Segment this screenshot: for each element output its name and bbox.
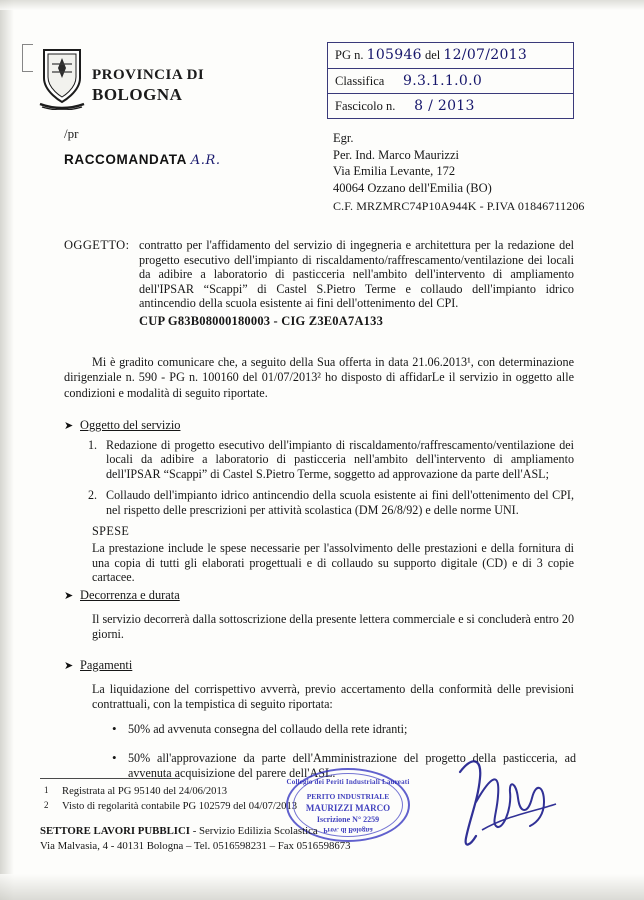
institution-name: [92, 66, 204, 104]
list-item-number: 2.: [88, 488, 98, 503]
decorrenza-text: Il servizio decorrerà dalla sottoscrizione della presente lettera commerciale e si concluderà entro 20 giorni.: [92, 612, 574, 642]
list-item-number: 1.: [88, 438, 98, 452]
stamp-line-4: Prov. di Bologna: [323, 826, 373, 834]
provincia-crest-icon: [38, 44, 86, 110]
protocol-pg-date: 12/07/2013: [443, 47, 528, 63]
section-title-1: Oggetto del servizio: [80, 418, 181, 432]
footnote-marker: 1: [44, 785, 49, 795]
section-heading-decorrenza: [64, 588, 180, 603]
protocol-row-classifica: [328, 69, 573, 95]
corner-bracket-mark: [22, 44, 33, 72]
list-item: [88, 488, 574, 517]
bullet-dot-icon: •: [112, 750, 117, 765]
footnote-text: Registrata al PG 95140 del 24/06/2013: [62, 786, 228, 797]
footnote-divider: [40, 778, 180, 779]
list-item: [110, 722, 576, 737]
stamp-line-2: MAURIZZI MARCO: [305, 803, 391, 813]
footer-department: SETTORE LAVORI PUBBLICI: [40, 825, 190, 837]
footnote-text: Visto di regolarità contabile PG 102579 del 04/07/2013: [62, 801, 298, 812]
list-item-text: 50% all'approvazione da parte dell'Amministrazione del progetto della pasticceria, ad avvenuta acquisizione del parere dell'ASL.: [128, 751, 576, 780]
stamp-outer-text: Collegio dei Periti Industriali Laureati: [286, 778, 410, 786]
addressee-fiscal-codes: C.F. MRZMRC74P10A944K - P.IVA 01846711206: [333, 199, 585, 213]
protocol-classifica-label: Classifica: [335, 73, 385, 88]
protocol-pg-del-label: del: [424, 48, 441, 62]
list-item-text: 50% ad avvenuta consegna del collaudo della rete idranti;: [128, 722, 408, 736]
protocol-pg-label: PG n.: [335, 48, 364, 62]
delivery-type-label: RACCOMANDATA: [64, 152, 187, 167]
section-heading-pagamenti: [64, 658, 132, 673]
footer-line-1: [40, 824, 510, 839]
spese-text: La prestazione include le spese necessarie per l'assolvimento delle prestazioni e della fornitura di una copia di tutti gli elaborati progettuali e di collaudo su supporto digitale (CD) e di 3 copie cartacee.: [92, 541, 574, 585]
subject-label: OGGETTO:: [64, 238, 130, 252]
delivery-type-handwritten: A.R.: [190, 153, 221, 168]
delivery-type: [64, 152, 221, 168]
addressee-line-3: Via Emilia Levante, 172: [333, 164, 456, 178]
protocol-fascicolo-label: Fascicolo n.: [335, 99, 396, 114]
addressee-line-1: Egr.: [333, 131, 354, 145]
bullet-arrow-icon: ➤: [64, 420, 74, 432]
institution-line-2: BOLOGNA: [92, 85, 183, 104]
bullet-arrow-icon: ➤: [64, 660, 74, 672]
list-item: [88, 438, 574, 481]
institution-line-1: PROVINCIA DI: [92, 67, 205, 83]
scan-edge-left: [0, 0, 14, 900]
addressee-line-2: Per. Ind. Marco Maurizzi: [333, 147, 460, 162]
protocol-fascicolo-value: 8 / 2013: [414, 98, 475, 115]
section-title-2: Decorrenza e durata: [80, 588, 180, 602]
subject-block: [139, 238, 574, 329]
list-item-text: Collaudo dell'impianto idrico antincendio della scuola esistente ai fini dell'ottenimento del CPI, nel rispetto delle prescrizioni per attività scolastica (DM 26/8/92) e delle norme UNI.: [106, 488, 574, 517]
pr-mark: /pr: [64, 126, 79, 141]
subject-codes: CUP G83B08000180003 - CIG Z3E0A7A133: [139, 313, 384, 328]
service-items-list: [88, 438, 574, 524]
section-heading-oggetto-del-servizio: [64, 418, 180, 433]
addressee-block: [333, 130, 492, 196]
stamp-line-1: PERITO INDUSTRIALE: [306, 792, 390, 801]
intro-paragraph: Mi è gradito comunicare che, a seguito della Sua offerta in data 21.06.2013¹, con determinazione dirigenziale n. 590 - PG n. 100160 del 01/07/2013² ho disposto di affidarLe il servizio in oggetto alle condizioni e modalità di seguito riportate.: [64, 355, 574, 400]
list-item-text: Redazione di progetto esecutivo dell'impianto di riscaldamento/raffrescamento/ventilazione dei locali da adibire a laboratorio di pasticceria nell'ambito dell'intervento di ampliamento dell'IPSAR “Scappi” di Castel S.Pietro Terme, soggetto ad approvazione da parte dell'ASL;: [106, 438, 574, 481]
addressee-line-4: 40064 Ozzano dell'Emilia (BO): [333, 180, 492, 195]
pagamenti-intro: La liquidazione del corrispettivo avverrà, previo accertamento della conformità delle previsioni contrattuali, con la tempistica di seguito riportata:: [92, 682, 574, 712]
subject-text: contratto per l'affidamento del servizio di ingegneria e architettura per la redazione del progetto esecutivo dell'impianto di riscaldamento/raffrescamento/ventilazione dei locali da adibire a laboratorio di pasticceria nell'ambito dell'intervento di ampliamento dell'IPSAR “Scappi” di Castel S.Pietro Terme e collaudo dell'impianto idrico antincendio della scuola esistente ai fini dell'ottenimento del CPI.: [139, 238, 574, 311]
bullet-dot-icon: •: [112, 721, 117, 736]
protocol-row-pg: [328, 43, 573, 69]
stamp-line-3: Iscrizione N° 2259: [316, 815, 380, 824]
protocol-row-fascicolo: [328, 94, 573, 120]
scan-edge-bottom: [0, 874, 644, 900]
bullet-arrow-icon: ➤: [64, 590, 74, 602]
footer-block: [40, 824, 510, 853]
footer-service: - Servizio Edilizia Scolastica: [190, 825, 318, 837]
protocol-stamp-box: [327, 42, 574, 119]
protocol-classifica-value: 9.3.1.1.0.0: [403, 72, 483, 89]
scan-edge-top: [0, 0, 644, 10]
protocol-pg-value: 105946: [366, 47, 422, 63]
section-title-3: Pagamenti: [80, 658, 133, 672]
footer-line-2: Via Malvasia, 4 - 40131 Bologna – Tel. 0516598231 – Fax 0516598673: [40, 839, 351, 852]
spese-label: SPESE: [92, 524, 130, 538]
footnote-marker: 2: [44, 800, 49, 810]
